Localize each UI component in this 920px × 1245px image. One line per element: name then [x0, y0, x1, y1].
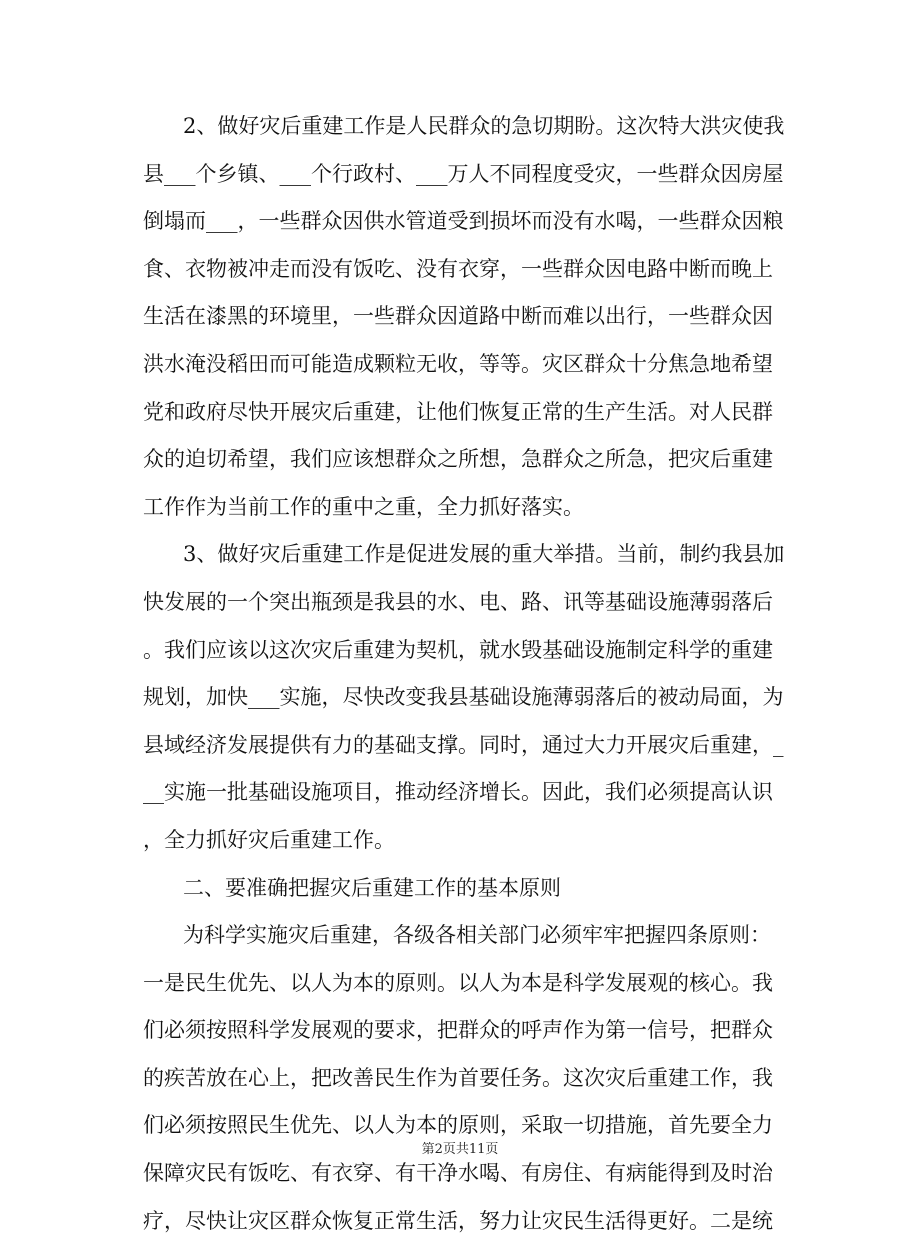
text-line: 党和政府尽快开展灾后重建，让他们恢复正常的生产生活。对人民群: [143, 399, 773, 424]
text-line: 快发展的一个突出瓶颈是我县的水、电、路、讯等基础设施薄弱落后: [143, 589, 773, 614]
text-line: 为科学实施灾后重建，各级各相关部门必须牢牢把握四条原则：: [183, 923, 771, 948]
text-line: 县___个乡镇、___个行政村、___万人不同程度受灾，一些群众因房屋: [143, 161, 784, 186]
text-line: 生活在漆黑的环境里，一些群众因道路中断而难以出行，一些群众因: [143, 304, 773, 329]
text-line: __实施一批基础设施项目，推动经济增长。因此，我们必须提高认识: [143, 780, 773, 805]
text-line: 众的迫切希望，我们应该想群众之所想，急群众之所急，把灾后重建: [143, 447, 773, 472]
text-line: 一是民生优先、以人为本的原则。以人为本是科学发展观的核心。我: [143, 970, 773, 995]
document-body: [143, 103, 783, 1245]
text-line: 们必须按照民生优先、以人为本的原则，采取一切措施，首先要全力: [143, 1113, 773, 1138]
text-line: 洪水淹没稻田而可能造成颗粒无收，等等。灾区群众十分焦急地希望: [143, 351, 773, 376]
text-line: 3、做好灾后重建工作是促进发展的重大举措。当前，制约我县加: [183, 542, 785, 567]
text-line: 的疾苦放在心上，把改善民生作为首要任务。这次灾后重建工作，我: [143, 1065, 773, 1090]
text-line: 倒塌而___，一些群众因供水管道受到损坏而没有水喝，一些群众因粮: [143, 209, 784, 234]
text-line: ，全力抓好灾后重建工作。: [143, 827, 395, 852]
text-line: 工作作为当前工作的重中之重，全力抓好落实。: [143, 494, 584, 519]
text-line: 疗，尽快让灾区群众恢复正常生活，努力让灾民生活得更好。二是统: [143, 1208, 773, 1233]
text-line: 食、衣物被冲走而没有饭吃、没有衣穿，一些群众因电路中断而晚上: [143, 256, 773, 281]
text-line: 规划，加快___实施，尽快改变我县基础设施薄弱落后的被动局面，为: [143, 685, 784, 710]
page-number: 第2页共11页: [421, 1142, 499, 1157]
text-line: 保障灾民有饭吃、有衣穿、有干净水喝、有房住、有病能得到及时治: [143, 1161, 773, 1186]
section-heading: 二、要准确把握灾后重建工作的基本原则: [183, 875, 561, 900]
text-line: 县域经济发展提供有力的基础支撑。同时，通过大力开展灾后重建，_: [143, 732, 784, 757]
text-line: 2、做好灾后重建工作是人民群众的急切期盼。这次特大洪灾使我: [183, 114, 785, 138]
text-line: 。我们应该以这次灾后重建为契机，就水毁基础设施制定科学的重建: [143, 637, 773, 662]
text-line: 们必须按照科学发展观的要求，把群众的呼声作为第一信号，把群众: [143, 1018, 773, 1043]
